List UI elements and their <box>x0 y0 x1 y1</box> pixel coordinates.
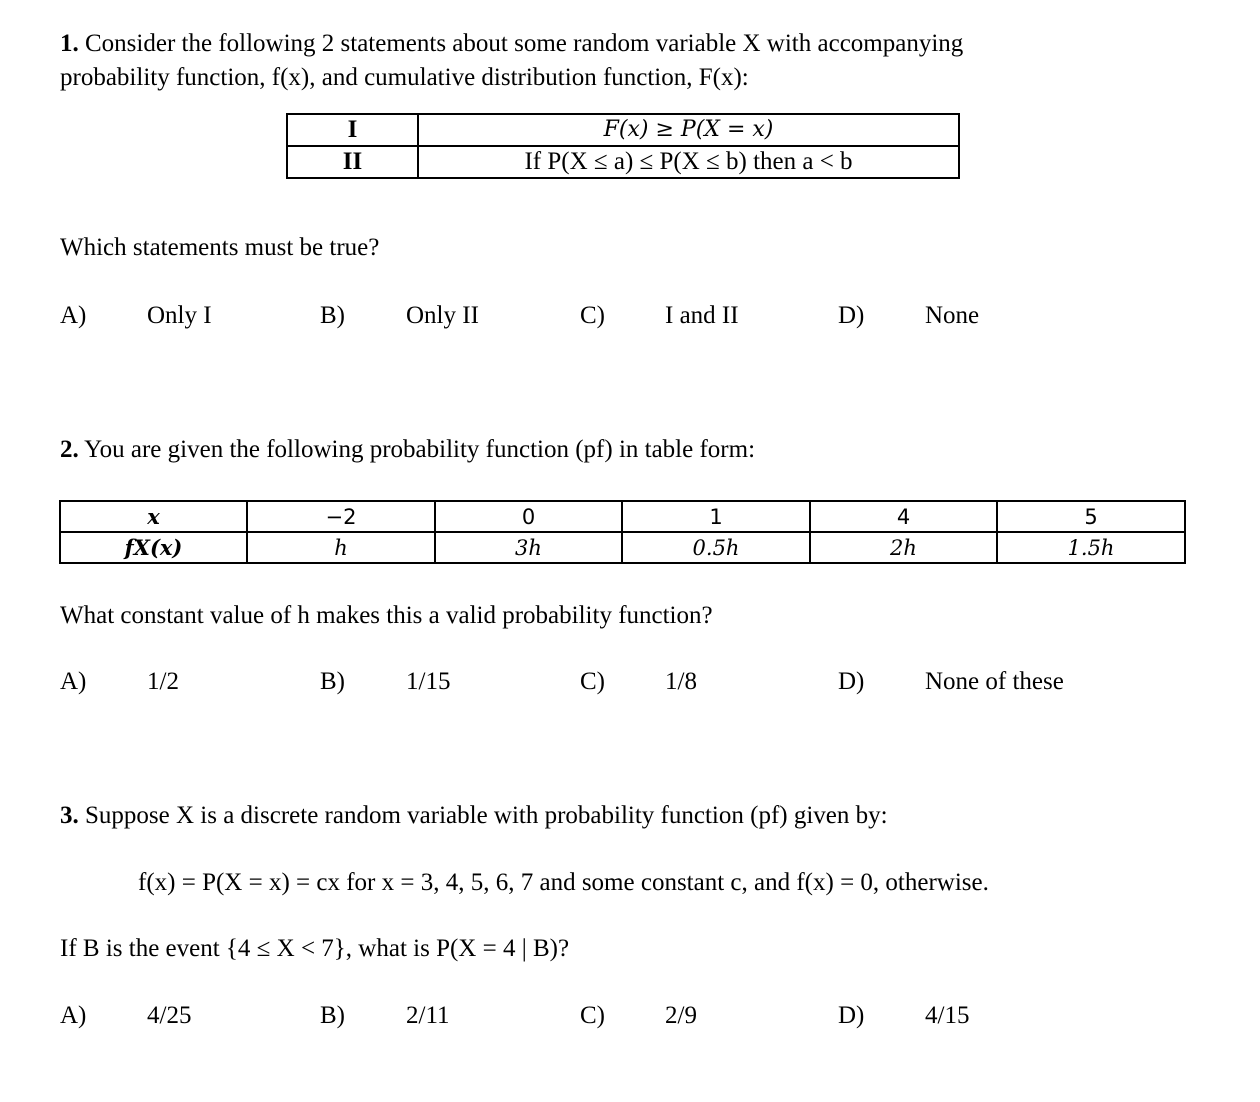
table-row <box>60 501 1185 532</box>
table-cell: 5 <box>997 501 1185 532</box>
row-header-f: fX(x) <box>60 532 247 563</box>
option-letter: C) <box>580 302 605 329</box>
option-letter: C) <box>580 1002 605 1029</box>
q2-pf-table <box>59 500 1186 564</box>
option-text[interactable]: 1/15 <box>406 668 451 695</box>
table-cell: 0 <box>435 501 622 532</box>
q3-number: 3. <box>60 802 79 829</box>
table-row <box>287 146 959 178</box>
statement-label: II <box>287 146 418 178</box>
row-header-x: x <box>60 501 247 532</box>
table-cell: h <box>247 532 435 563</box>
option-letter: C) <box>580 668 605 695</box>
q3-formula: f(x) = P(X = x) = cx for x = 3, 4, 5, 6, 7 and some constant c, and f(x) = 0, otherwise. <box>138 869 989 896</box>
option-text[interactable]: 4/25 <box>147 1002 192 1029</box>
q2-number: 2. <box>60 436 79 463</box>
q2-prompt-text: You are given the following probability function (pf) in table form: <box>84 436 756 463</box>
option-text[interactable]: Only II <box>406 302 479 329</box>
option-letter: D) <box>838 302 865 329</box>
q3-prompt-text: Suppose X is a discrete random variable with probability function (pf) given by: <box>85 802 888 829</box>
q1-number: 1. <box>60 30 79 57</box>
option-letter: B) <box>320 302 345 329</box>
option-text[interactable]: 1/2 <box>147 668 179 695</box>
q1-prompt <box>60 30 963 58</box>
statement-text: If P(X ≤ a) ≤ P(X ≤ b) then a < b <box>418 146 959 178</box>
table-cell: 1.5h <box>997 532 1185 563</box>
q1-prompt-line2: probability function, f(x), and cumulative distribution function, F(x): <box>60 64 749 91</box>
q2-question: What constant value of h makes this a valid probability function? <box>60 602 713 629</box>
option-letter: A) <box>60 1002 87 1029</box>
option-text[interactable]: 2/9 <box>665 1002 697 1029</box>
statement-text: F(x) ≥ P(X = x) <box>418 114 959 146</box>
table-cell: 2h <box>810 532 997 563</box>
table-cell: 0.5h <box>622 532 810 563</box>
option-text[interactable]: None of these <box>925 668 1064 695</box>
option-text[interactable]: Only I <box>147 302 212 329</box>
table-row <box>60 532 1185 563</box>
q1-question: Which statements must be true? <box>60 234 380 261</box>
q3-prompt <box>60 802 888 830</box>
option-text[interactable]: 2/11 <box>406 1002 450 1029</box>
option-letter: A) <box>60 668 87 695</box>
q1-prompt-line1: Consider the following 2 statements about some random variable X with accompanying <box>85 30 964 57</box>
q1-statements-table <box>286 113 960 179</box>
option-text[interactable]: I and II <box>665 302 739 329</box>
table-cell: 4 <box>810 501 997 532</box>
table-cell: −2 <box>247 501 435 532</box>
option-letter: B) <box>320 668 345 695</box>
option-text[interactable]: 4/15 <box>925 1002 970 1029</box>
table-cell: 1 <box>622 501 810 532</box>
q2-prompt <box>60 436 755 464</box>
q3-question: If B is the event {4 ≤ X < 7}, what is P(X = 4 | B)? <box>60 935 570 962</box>
option-letter: A) <box>60 302 87 329</box>
option-letter: D) <box>838 1002 865 1029</box>
option-letter: D) <box>838 668 865 695</box>
table-cell: 3h <box>435 532 622 563</box>
table-row <box>287 114 959 146</box>
option-text[interactable]: None <box>925 302 980 329</box>
option-letter: B) <box>320 1002 345 1029</box>
statement-label: I <box>287 114 418 146</box>
option-text[interactable]: 1/8 <box>665 668 697 695</box>
